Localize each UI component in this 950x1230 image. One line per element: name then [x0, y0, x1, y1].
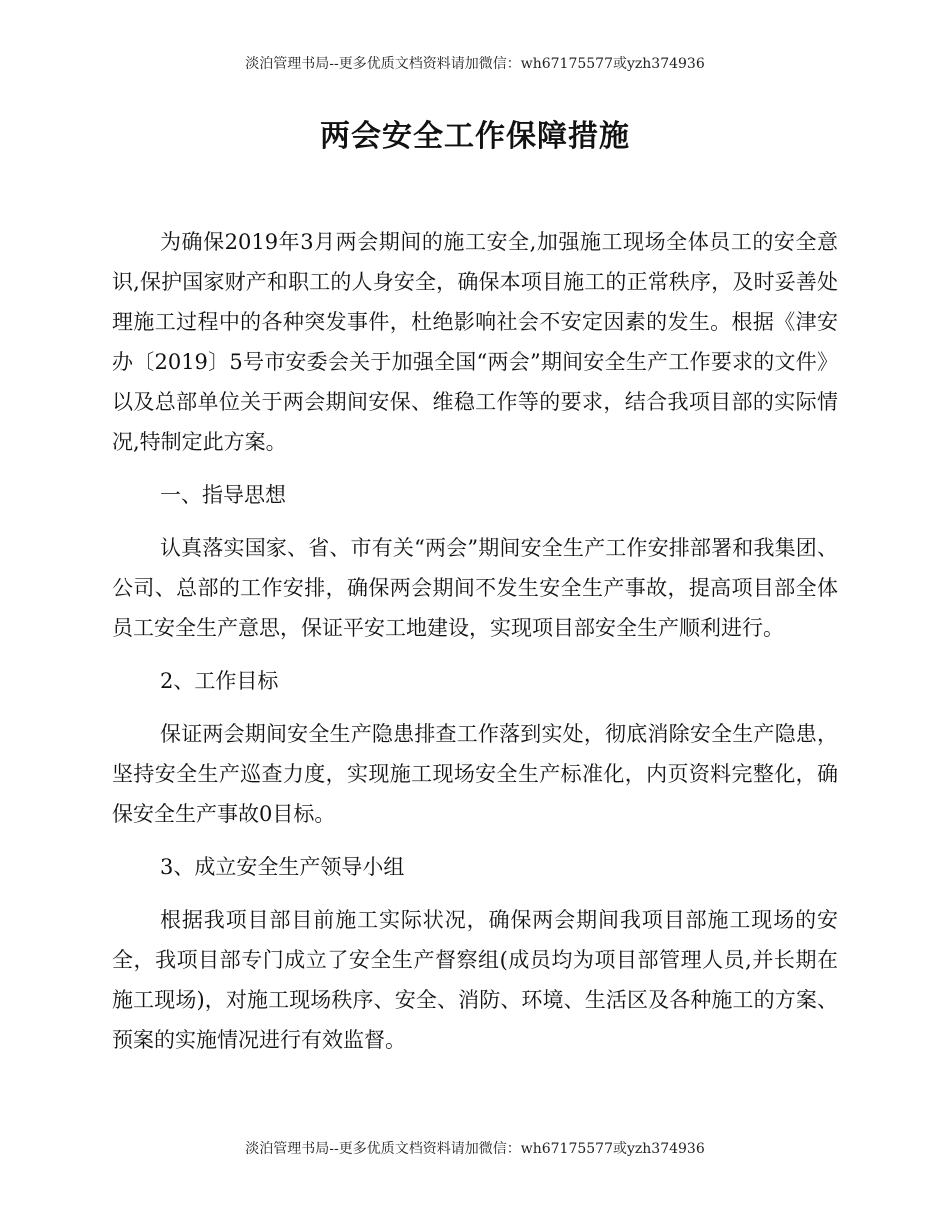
section-heading-work-goals: 2、工作目标: [160, 669, 279, 693]
section-heading-guiding-ideology: 一、指导思想: [160, 483, 286, 507]
page-footer: 淡泊管理书局--更多优质文档资料请加微信：wh67175577或yzh374936: [245, 1141, 705, 1157]
page-header: 淡泊管理书局--更多优质文档资料请加微信：wh67175577或yzh374936: [245, 56, 705, 72]
guiding-ideology-paragraph: 认真落实国家、省、市有关“两会”期间安全生产工作安排部署和我集团、公司、总部的工作安排，确保两会期间不发生安全生产事故，提高项目部全体员工安全生产意思，保证平安工地建设，实现项目部安全生产顺利进行。: [112, 536, 838, 640]
document-title: 两会安全工作保障措施: [320, 119, 630, 154]
document-body: [112, 222, 838, 1073]
work-goals-paragraph: 保证两会期间安全生产隐患排查工作落到实处，彻底消除安全生产隐患，坚持安全生产巡查力度，实现施工现场安全生产标准化，内页资料完整化，确保安全生产事故0目标。: [112, 722, 838, 826]
intro-paragraph: 为确保2019年3月两会期间的施工安全,加强施工现场全体员工的安全意识,保护国家财产和职工的人身安全，确保本项目施工的正常秩序，及时妥善处理施工过程中的各种突发事件，杜绝影响社会不安定因素的发生。根据《津安办〔2019〕5号市安委会关于加强全国“两会”期间安全生产工作要求的文件》以及总部单位关于两会期间安保、维稳工作等的要求，结合我项目部的实际情况,特制定此方案。: [112, 230, 838, 454]
leadership-group-paragraph: 根据我项目部目前施工实际状况，确保两会期间我项目部施工现场的安全，我项目部专门成立了安全生产督察组(成员均为项目部管理人员,并长期在施工现场)，对施工现场秩序、安全、消防、环境、生活区及各种施工的方案、预案的实施情况进行有效监督。: [112, 908, 838, 1052]
section-heading-leadership-group: 3、成立安全生产领导小组: [160, 855, 405, 879]
